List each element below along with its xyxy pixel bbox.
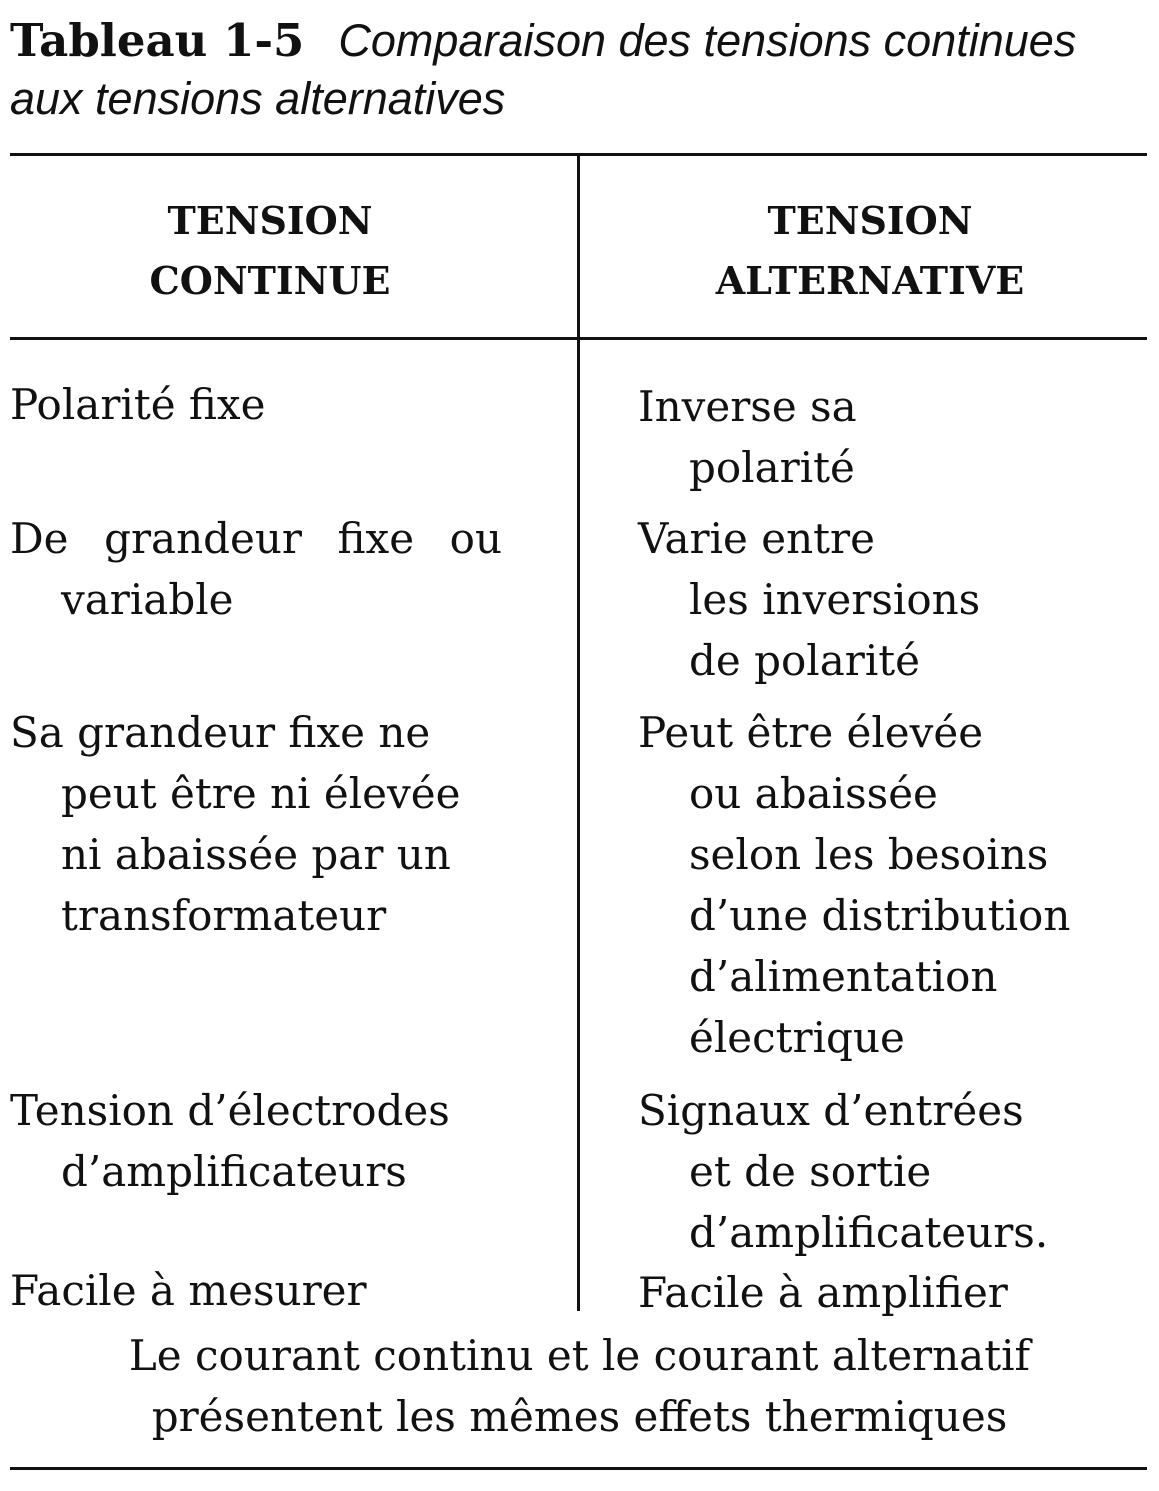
cell-continue-row-2: [10, 508, 502, 630]
cell-continue-row-5: [10, 1260, 367, 1321]
header-rule: [10, 337, 1147, 340]
table-footnote: [0, 1325, 1159, 1447]
word: fixe: [337, 514, 415, 563]
table-label: Tableau 1-5: [10, 14, 305, 67]
table-title-line-1: Comparaison des tensions continues: [338, 15, 1077, 66]
table-caption: [10, 12, 1150, 128]
cell-line: peut être ni élevée: [61, 769, 461, 818]
cell-line: les inversions: [689, 575, 981, 624]
column-header-alternative: [670, 191, 1070, 311]
column-divider: [577, 153, 580, 1311]
cell-alternative-row-5: [638, 1262, 1008, 1323]
cell-line: Tension d’électrodes: [10, 1086, 450, 1135]
cell-line: Inverse sa: [638, 382, 857, 431]
column-header-line: ALTERNATIVE: [715, 258, 1025, 303]
footnote-line: présentent les mêmes effets thermiques: [151, 1392, 1008, 1441]
cell-line: transformateur: [61, 891, 387, 940]
column-header-line: TENSION: [167, 198, 373, 243]
cell-line: d’amplificateurs.: [689, 1208, 1049, 1257]
cell-line: variable: [61, 575, 234, 624]
word: ou: [449, 514, 502, 563]
cell-line: Sa grandeur fixe ne: [10, 708, 431, 757]
caption-line-1: [10, 12, 1150, 70]
cell-continue-row-3: [10, 702, 460, 946]
cell-line: Polarité fixe: [10, 380, 266, 429]
cell-line: Facile à amplifier: [638, 1268, 1008, 1317]
cell-line: polarité: [689, 443, 855, 492]
cell-line: d’amplificateurs: [61, 1147, 407, 1196]
cell-continue-row-4: [10, 1080, 450, 1202]
cell-line: selon les besoins: [689, 830, 1049, 879]
cell-line: et de sortie: [689, 1147, 932, 1196]
table-title-line-2: aux tensions alternatives: [10, 73, 506, 124]
cell-line: Varie entre: [638, 514, 875, 563]
column-header-line: CONTINUE: [149, 258, 391, 303]
cell-alternative-row-1: [638, 376, 857, 498]
cell-continue-row-1: [10, 374, 265, 435]
table-bottom-rule: [10, 1467, 1147, 1470]
cell-line: Facile à mesurer: [10, 1266, 367, 1315]
column-header-continue: [70, 191, 470, 311]
cell-line: ou abaissée: [689, 769, 938, 818]
cell-alternative-row-3: [638, 702, 1070, 1068]
word: grandeur: [104, 514, 302, 563]
cell-line: ni abaissée par un: [61, 830, 451, 879]
cell-line: Signaux d’entrées: [638, 1086, 1024, 1135]
footnote-line: Le courant continu et le courant alternatif: [128, 1331, 1031, 1380]
cell-line-justified: [10, 508, 502, 569]
cell-alternative-row-4: [638, 1080, 1048, 1263]
cell-line: de polarité: [689, 636, 920, 685]
cell-line: d’alimentation: [689, 952, 998, 1001]
column-header-line: TENSION: [767, 198, 973, 243]
cell-line: Peut être élevée: [638, 708, 984, 757]
cell-line: électrique: [689, 1013, 905, 1062]
caption-line-2: [10, 70, 1150, 128]
cell-alternative-row-2: [638, 508, 980, 691]
word: De: [10, 514, 69, 563]
cell-line: d’une distribution: [689, 891, 1071, 940]
